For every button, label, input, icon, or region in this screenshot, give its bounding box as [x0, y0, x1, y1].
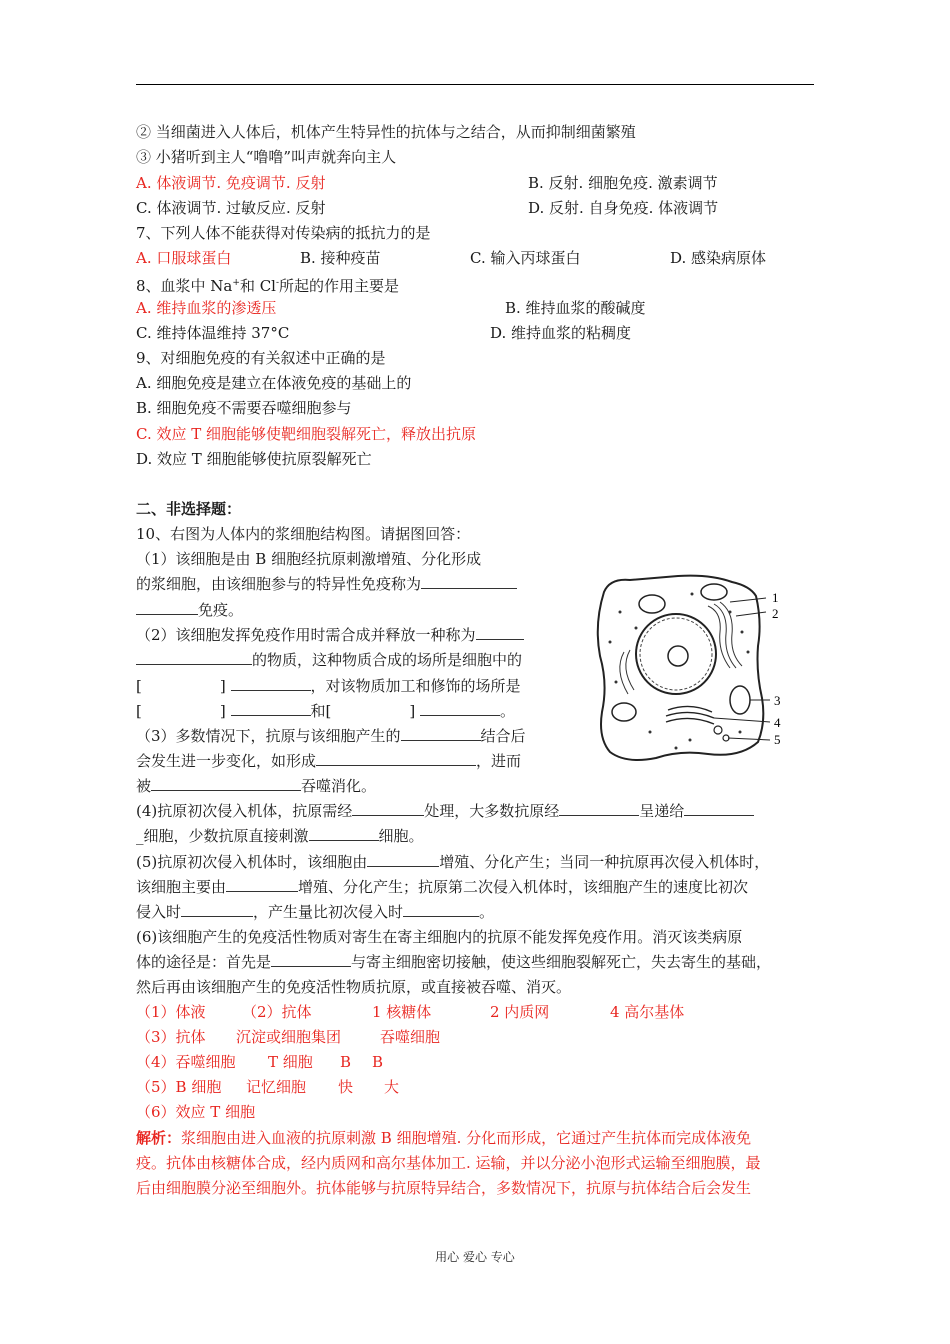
q10-part2-line3: [136, 676, 521, 696]
q10-part5-text3: 侵入时: [136, 903, 182, 921]
q10-part3-line1: [136, 726, 526, 746]
answer-blank[interactable]: [316, 751, 476, 766]
answer-blank[interactable]: [684, 801, 754, 816]
q10-part2-text: （2）该细胞发挥免疫作用时需合成并释放一种称为: [136, 626, 476, 644]
q10-part2-end: 。: [499, 702, 515, 720]
answer-blank[interactable]: [181, 902, 253, 917]
mitochondrion: [612, 703, 636, 721]
answer-blank[interactable]: [420, 701, 500, 716]
q6-item-2: ② 当细菌进入人体后，机体产生特异性的抗体与之结合，从而抑制细菌繁殖: [136, 123, 636, 141]
figure-label: 4: [774, 715, 781, 730]
analysis-label: 解析：: [136, 1129, 182, 1147]
q10-part3-tail: 结合后: [480, 727, 526, 745]
bracket-open: [: [136, 677, 142, 695]
answer-line-3: [136, 1027, 441, 1047]
answer-blank[interactable]: [271, 952, 351, 967]
answer-blank[interactable]: [476, 625, 524, 640]
analysis-text: 浆细胞由进入血液的抗原刺激 B 细胞增殖. 分化而形成，它通过产生抗体而完成体液免: [181, 1129, 752, 1147]
q10-part4-mid: 处理，大多数抗原经: [424, 802, 560, 820]
analysis-line-3: 后由细胞膜分泌至细胞外。抗体能够与抗原特异结合，多数情况下，抗原与抗体结合后会发生: [136, 1179, 752, 1197]
q10-part2-line4: [ ] 和[ ] 。: [136, 702, 515, 720]
answer-item: 吞噬细胞: [380, 1028, 441, 1046]
answer-blank[interactable]: [151, 776, 301, 791]
q10-part4-mid2: 呈递给: [639, 802, 685, 820]
q10-stem: 10、右图为人体内的浆细胞结构图。请据图回答：: [136, 525, 471, 543]
section-heading: 二、非选择题：: [136, 500, 242, 518]
q10-part6-text: 体的途径是：首先是: [136, 953, 272, 971]
q8-sup-plus: +: [232, 278, 240, 288]
golgi-apparatus: [666, 706, 714, 724]
analysis-line-1: [136, 1128, 751, 1148]
q10-part3-tail3: 吞噬消化。: [301, 777, 377, 795]
answer-item: 4 高尔基体: [610, 1003, 685, 1021]
q10-part1-tail: 免疫。: [198, 601, 244, 619]
q8-stem-mid: 和 Cl: [239, 277, 276, 295]
answer-item: T 细胞: [268, 1053, 313, 1071]
nuclear-envelope: [640, 618, 712, 690]
answer-item: （1）体液: [136, 1003, 206, 1021]
q10-part3-text3: 被: [136, 777, 152, 795]
answer-blank[interactable]: [367, 852, 439, 867]
answer-blank[interactable]: [226, 877, 298, 892]
q10-part5-line1: [136, 852, 769, 872]
q10-part5-tail2: 增殖、分化产生；抗原第二次侵入机体时，该细胞产生的速度比初次: [298, 878, 749, 896]
answer-blank[interactable]: [559, 801, 639, 816]
answer-item: （5）B 细胞: [136, 1078, 222, 1096]
q7-option-d: D. 感染病原体: [670, 249, 767, 267]
answer-line-6: （6）效应 T 细胞: [136, 1103, 256, 1121]
q10-part3-text: （3）多数情况下，抗原与该细胞产生的: [136, 727, 401, 745]
q8-stem: [136, 273, 399, 296]
q10-part1-line3: [136, 600, 243, 620]
plasma-cell-diagram: [590, 572, 800, 768]
q10-part6-tail: 与寄主细胞密切接触，使这些细胞裂解死亡，失去寄生的基础，: [351, 953, 772, 971]
figure-label: 2: [772, 606, 779, 621]
secretory-vesicle: [714, 726, 722, 734]
page-footer: 用心 爱心 专心: [435, 1250, 515, 1264]
q6-option-c: C. 体液调节. 过敏反应. 反射: [136, 199, 326, 217]
q10-part6-line3: 然后再由该细胞产生的免疫活性物质抗原，或直接被吞噬、消灭。: [136, 978, 572, 996]
q10-part3-line2: [136, 751, 521, 771]
answer-item: B: [340, 1053, 352, 1071]
q10-part5-tail: 增殖、分化产生；当同一种抗原再次侵入机体时，: [439, 853, 770, 871]
q6-option-a: A. 体液调节. 免疫调节. 反射: [136, 174, 326, 192]
q8-sup-minus: -: [275, 278, 280, 288]
answer-line-4: [136, 1052, 384, 1072]
q10-part2-line1: [136, 625, 524, 645]
answer-blank[interactable]: [401, 726, 481, 741]
q10-part2-line2: [136, 650, 522, 670]
q10-part5-line2: [136, 877, 748, 897]
answer-item: 快: [338, 1078, 354, 1096]
bracket-close: ]: [219, 702, 226, 720]
analysis-line-2: 疫。抗体由核糖体合成，经内质网和高尔基体加工. 运输，并以分泌小泡形式运输至细胞膜，最: [136, 1154, 761, 1172]
answer-blank[interactable]: [421, 574, 517, 589]
ribosomes: [609, 593, 750, 750]
q8-option-b: B. 维持血浆的酸碱度: [505, 299, 646, 317]
q8-option-c: C. 维持体温维持 37°C: [136, 324, 290, 342]
q10-part6-line1: (6)该细胞产生的免疫活性物质对寄生在寄主细胞内的抗原不能发挥免疫作用。消灭该类病原: [136, 928, 743, 946]
q10-part3-tail2: ，进而: [476, 752, 522, 770]
q8-stem-pre: 8、血浆中 Na: [136, 277, 233, 295]
q10-part4-text: (4)抗原初次侵入机体，抗原需经: [136, 802, 353, 820]
q10-part1-line1: （1）该细胞是由 B 细胞经抗原刺激增殖、分化形成: [136, 550, 482, 568]
bracket-close: ]: [219, 677, 226, 695]
answer-blank[interactable]: [136, 600, 198, 615]
answer-item: 2 内质网: [490, 1003, 550, 1021]
answer-blank[interactable]: [309, 826, 379, 841]
answer-line-1: [136, 1002, 685, 1022]
q9-option-c: C. 效应 T 细胞能够使靶细胞裂解死亡，释放出抗原: [136, 425, 477, 443]
q10-part4-text2: _细胞，少数抗原直接刺激: [136, 827, 309, 845]
answer-blank[interactable]: [231, 701, 311, 716]
answer-item: B: [372, 1053, 384, 1071]
answer-item: （3）抗体: [136, 1028, 206, 1046]
q10-part6-line2: [136, 952, 771, 972]
q10-part5-text2: 该细胞主要由: [136, 878, 227, 896]
answer-item: （4）吞噬细胞: [136, 1053, 236, 1071]
q7-option-b: B. 接种疫苗: [300, 249, 381, 267]
answer-blank[interactable]: [403, 902, 479, 917]
header-rule: [136, 84, 814, 85]
q10-part5-line3: [136, 902, 494, 922]
mitochondrion: [730, 686, 750, 714]
leader-lines: [714, 598, 770, 740]
answer-item: 记忆细胞: [246, 1078, 307, 1096]
answer-blank[interactable]: [231, 676, 311, 691]
q10-part4-tail: 细胞。: [378, 827, 424, 845]
answer-blank[interactable]: [136, 650, 252, 665]
q9-option-a: A. 细胞免疫是建立在体液免疫的基础上的: [136, 374, 412, 392]
answer-item: 大: [384, 1078, 400, 1096]
q10-part2-and: 和[: [310, 702, 332, 720]
q10-part2-text3: ，对该物质加工和修饰的场所是: [310, 677, 521, 695]
q10-part1-text: 的浆细胞，由该细胞参与的特异性免疫称为: [136, 575, 422, 593]
answer-line-5: [136, 1077, 400, 1097]
q10-part5-end: 。: [479, 903, 495, 921]
q6-item-3: ③ 小猪听到主人“噜噜”叫声就奔向主人: [136, 148, 397, 166]
q6-option-d: D. 反射. 自身免疫. 体液调节: [528, 199, 719, 217]
answer-blank[interactable]: [352, 801, 424, 816]
answer-item: 沉淀或细胞集团: [236, 1028, 342, 1046]
nucleus: [636, 614, 716, 694]
q10-part3-text2: 会发生进一步变化，如形成: [136, 752, 317, 770]
q7-option-c: C. 输入丙球蛋白: [470, 249, 581, 267]
q10-part5-text: (5)抗原初次侵入机体时，该细胞由: [136, 853, 368, 871]
figure-label: 5: [774, 732, 781, 747]
nucleolus: [668, 646, 688, 666]
q10-part5-mid: ，产生量比初次侵入时: [253, 903, 404, 921]
q6-option-b: B. 反射. 细胞免疫. 激素调节: [528, 174, 718, 192]
figure-label: 1: [772, 590, 779, 605]
q9-option-b: B. 细胞免疫不需要吞噬细胞参与: [136, 399, 352, 417]
q10-part1-line2: [136, 574, 517, 594]
bracket-open: [: [136, 702, 142, 720]
cell-membrane: [598, 576, 764, 760]
q8-option-d: D. 维持血浆的粘稠度: [490, 324, 632, 342]
rough-er: [620, 602, 742, 694]
q7-option-a: A. 口服球蛋白: [136, 249, 232, 267]
q9-option-d: D. 效应 T 细胞能够使抗原裂解死亡: [136, 450, 372, 468]
q7-stem: 7、下列人体不能获得对传染病的抵抗力的是: [136, 224, 431, 242]
answer-item: 1 核糖体: [372, 1003, 432, 1021]
mitochondrion: [639, 595, 665, 613]
q10-part4-line2: [136, 826, 424, 846]
answer-item: （2）抗体: [242, 1003, 312, 1021]
q8-option-a: A. 维持血浆的渗透压: [136, 299, 277, 317]
q10-part4-line1: [136, 801, 754, 821]
q8-stem-post: 所起的作用主要是: [279, 277, 400, 295]
q10-part2-text2: 的物质，这种物质合成的场所是细胞中的: [252, 651, 523, 669]
q9-stem: 9、对细胞免疫的有关叙述中正确的是: [136, 349, 386, 367]
q10-part3-line3: [136, 776, 376, 796]
mitochondrion: [701, 584, 727, 600]
figure-label: 3: [774, 693, 781, 708]
